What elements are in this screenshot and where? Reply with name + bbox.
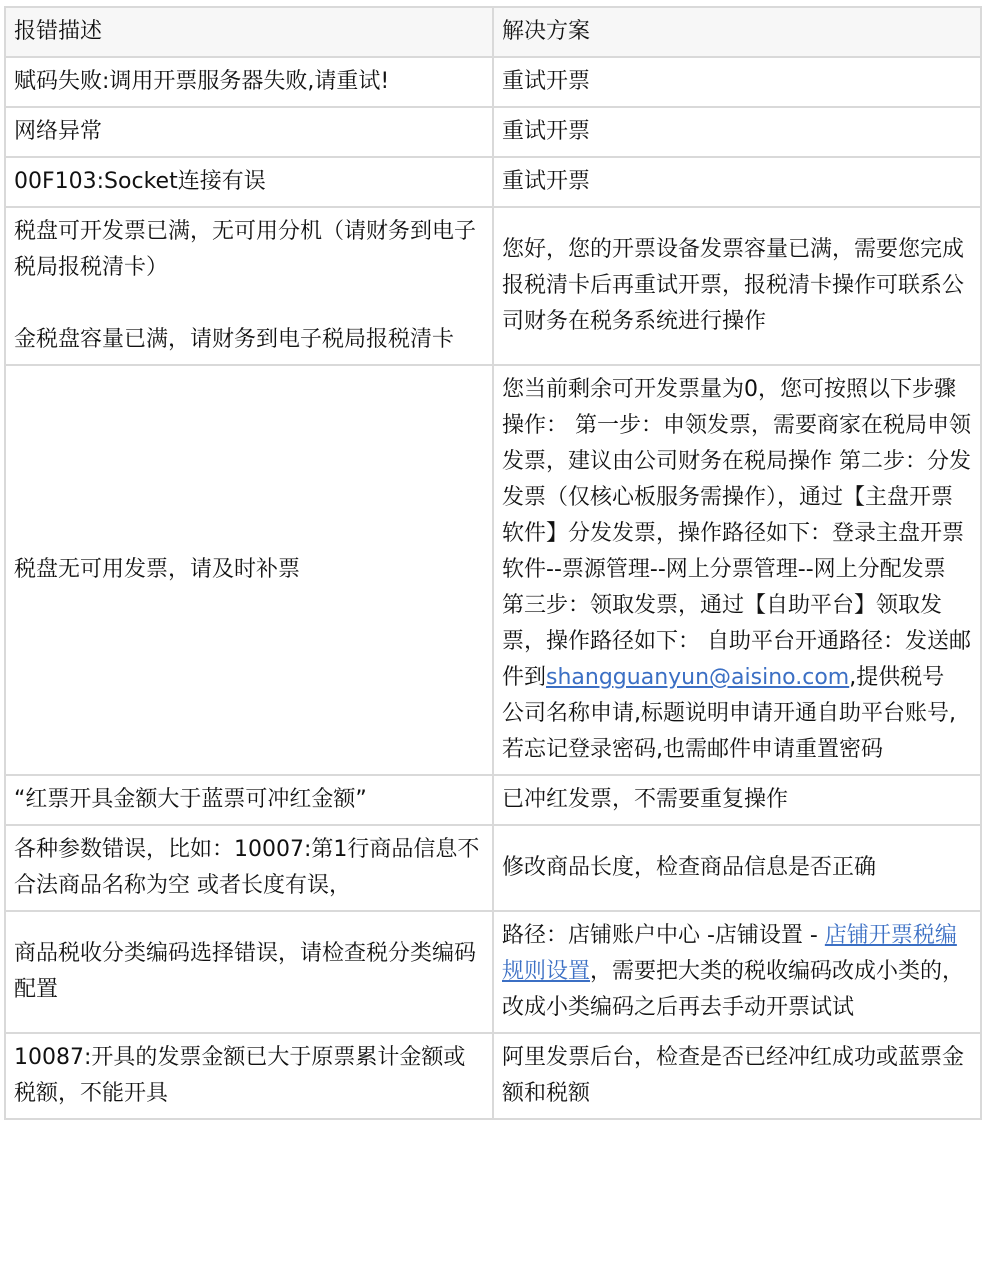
table-row (5, 775, 981, 825)
error-solution (493, 911, 981, 1033)
error-solution: 您好，您的开票设备发票容量已满，需要您完成报税清卡后再重试开票，报税清卡操作可联系公司财务在税务系统进行操作 (493, 207, 981, 365)
email-link[interactable]: shangguanyun@aisino.com (546, 665, 850, 690)
table-row (5, 911, 981, 1033)
error-description: 网络异常 (5, 107, 493, 157)
error-description: 赋码失败:调用开票服务器失败,请重试! (5, 57, 493, 107)
error-description: 10087:开具的发票金额已大于原票累计金额或税额，不能开具 (5, 1033, 493, 1119)
table-row (5, 365, 981, 775)
header-solution: 解决方案 (493, 7, 981, 57)
table-row (5, 1033, 981, 1119)
error-solution: 重试开票 (493, 107, 981, 157)
header-description: 报错描述 (5, 7, 493, 57)
table-row (5, 107, 981, 157)
error-description: 商品税收分类编码选择错误，请检查税分类编码配置 (5, 911, 493, 1033)
error-solution (493, 365, 981, 775)
solution-text-after-link: ,提供税号 公司名称申请,标题说明申请开通自助平台账号,若忘记登录密码,也需邮件申请重置密码 (502, 665, 956, 762)
tax-rule-settings-link[interactable]: 店铺开票税编规则设置 (502, 923, 957, 984)
error-solution: 重试开票 (493, 157, 981, 207)
solution-text-before-link: 您当前剩余可开发票量为0，您可按照以下步骤操作： 第一步：申领发票，需要商家在税局申领发票，建议由公司财务在税局操作 第二步：分发发票（仅核心板服务需操作），通过【主盘开票软件】分发发票，操作路径如下：登录主盘开票软件--票源管理--网上分票管理--网上分配发票 第三步：领取发票，通过【自助平台】领取发票，操作路径如下： 自助平台开通路径：发送邮件到 (502, 377, 971, 690)
error-description: 00F103:Socket连接有误 (5, 157, 493, 207)
error-description: “红票开具金额大于蓝票可冲红金额” (5, 775, 493, 825)
error-solution: 修改商品长度，检查商品信息是否正确 (493, 825, 981, 911)
solution-text-before-link: 路径：店铺账户中心 -店铺设置 - (502, 923, 825, 948)
table-header-row (5, 7, 981, 57)
error-solution-table-wrapper (4, 6, 980, 1120)
error-solution: 阿里发票后台，检查是否已经冲红成功或蓝票金额和税额 (493, 1033, 981, 1119)
table-row (5, 207, 981, 365)
error-description: 各种参数错误，比如：10007:第1行商品信息不合法商品名称为空 或者长度有误， (5, 825, 493, 911)
error-description: 税盘无可用发票，请及时补票 (5, 365, 493, 775)
error-solution: 重试开票 (493, 57, 981, 107)
table-row (5, 825, 981, 911)
error-solution: 已冲红发票，不需要重复操作 (493, 775, 981, 825)
table-row (5, 57, 981, 107)
error-solution-table (4, 6, 982, 1120)
solution-text-after-link: ，需要把大类的税收编码改成小类的，改成小类编码之后再去手动开票试试 (502, 959, 965, 1020)
error-description-part-a: 税盘可开发票已满，无可用分机（请财务到电子税局报税清卡） (14, 219, 477, 280)
error-description (5, 207, 493, 365)
error-description-part-b: 金税盘容量已满，请财务到电子税局报税清卡 (14, 327, 455, 352)
table-row (5, 157, 981, 207)
paragraph-gap (14, 286, 484, 322)
